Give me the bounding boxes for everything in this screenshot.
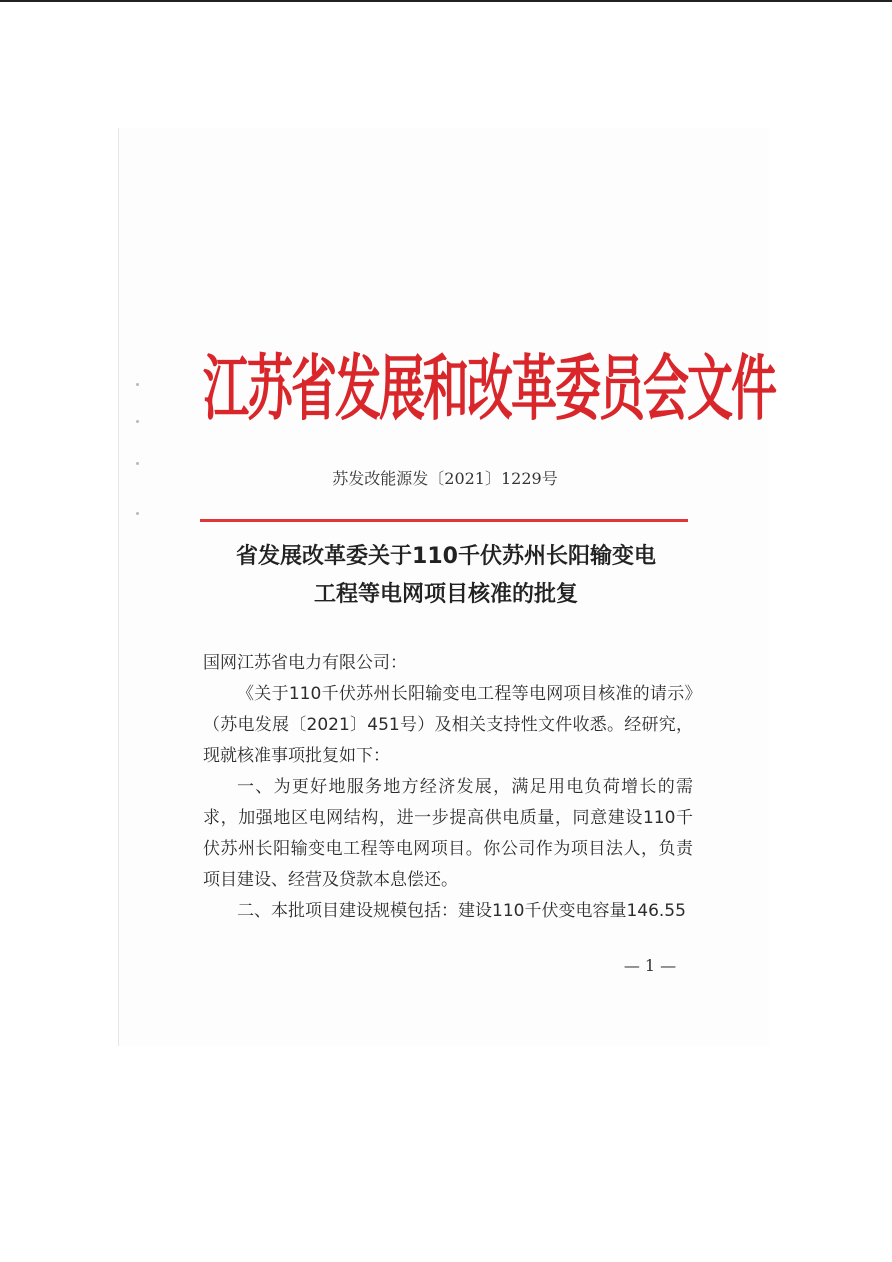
subject-title-line-2: 工程等电网项目核准的批复 <box>313 582 578 607</box>
subject-title <box>196 538 696 614</box>
addressee: 国网江苏省电力有限公司： <box>203 653 407 673</box>
scan-top-border <box>0 0 892 2</box>
scan-speck <box>136 462 139 465</box>
document-number: 苏发改能源发〔2021〕1229号 <box>332 469 558 488</box>
scan-speck <box>136 420 139 423</box>
issuer-header: 江苏省发展和改革委员会文件 <box>203 346 775 430</box>
scan-speck <box>136 512 139 515</box>
red-divider-line <box>200 519 688 522</box>
document-body <box>203 648 693 927</box>
page-number: — 1 — <box>623 956 677 975</box>
subject-title-line-1: 省发展改革委关于110千伏苏州长阳输变电 <box>236 544 656 569</box>
body-paragraph: 一、为更好地服务地方经济发展，满足用电负荷增长的需求，加强地区电网结构，进一步提高供电质量，同意建设110千伏苏州长阳输变电工程等电网项目。你公司作为项目法人，负责项目建设、经营及贷款本息偿还。 <box>203 777 693 890</box>
scan-speck <box>136 383 139 386</box>
body-paragraph: 《关于110千伏苏州长阳输变电工程等电网项目核准的请示》（苏电发展〔2021〕451号）及相关支持性文件收悉。经研究，现就核准事项批复如下： <box>203 684 693 766</box>
body-paragraph: 二、本批项目建设规模包括：建设110千伏变电容量146.55 <box>237 901 686 921</box>
